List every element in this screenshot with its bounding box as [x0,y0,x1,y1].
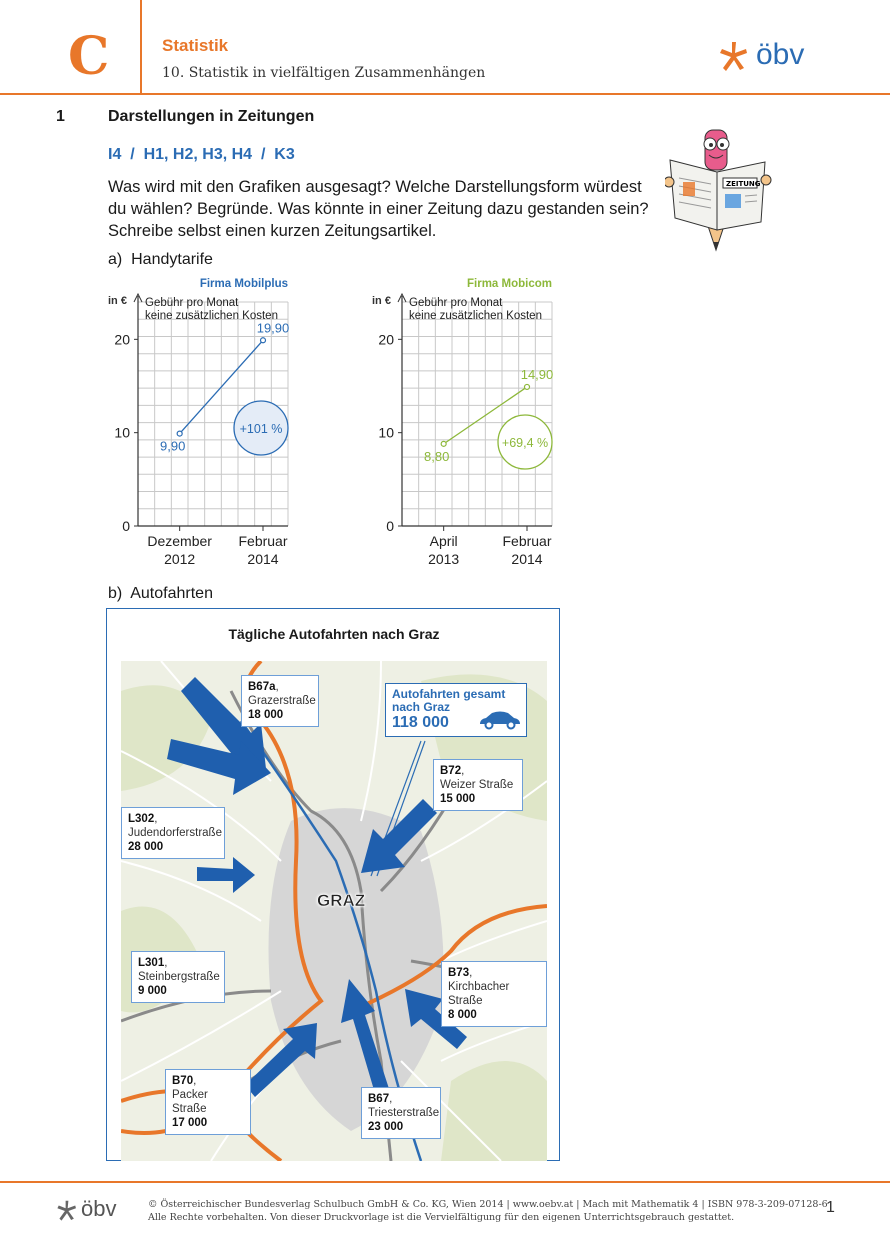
road-value: 9 000 [138,985,167,997]
part-b-label: b) Autofahrten [108,585,213,602]
header-logo-text: öbv [756,38,805,71]
road-code: L301 [138,957,165,969]
chart-caption: keine zusätzlichen Kosten [409,310,542,322]
y-axis-unit: in € [372,295,391,307]
header-rule [0,93,890,95]
chart-caption: Gebühr pro Monat [145,297,239,309]
header-logo [718,40,828,76]
footer-logo-text: öbv [81,1196,117,1221]
total-box [385,683,527,737]
header-divider [140,0,142,93]
exercise-text-line: du wählen? Begründe. Was könnte in einer Zeitung dazu gestanden sein? [108,200,649,218]
total-value: 118 000 [392,714,449,731]
label-b72: B72, Weizer Straße 15 000 [433,759,523,811]
data-label: 19,90 [256,320,290,336]
x-tick-label: 2013 [428,551,460,567]
chart-caption: Gebühr pro Monat [409,297,503,309]
x-tick-label: 2014 [511,551,543,567]
footer-rights: Alle Rechte vorbehalten. Von dieser Druckvorlage ist die Vervielfältigung für den eigenen Unterrichtsgebrauch gestattet. [148,1212,735,1223]
y-tick-label: 10 [378,424,394,441]
chart-caption: keine zusätzlichen Kosten [145,310,278,322]
road-value: 28 000 [128,841,164,853]
x-tick-label: Februar [502,533,552,549]
y-tick-label: 0 [122,518,130,534]
competencies: I4 / H1, H2, H3, H4 / K3 [108,146,295,163]
footer-logo [56,1196,136,1225]
road-code: B67 [368,1093,390,1105]
exercise-title: Darstellungen in Zeitungen [108,108,315,125]
road-name: Kirchbacher Straße [448,981,510,1007]
road-name: Weizer Straße [440,779,514,791]
car-icon [478,710,522,730]
x-tick-label: 2012 [164,551,196,567]
road-name: Steinbergstraße [138,971,220,983]
illustration-label: ZEITUNG [726,180,761,188]
part-a-label: a) Handytarife [108,251,213,268]
label-b67a: B67a, Grazerstraße 18 000 [241,675,319,727]
chart-mobilplus [100,272,330,572]
road-value: 17 000 [172,1117,208,1129]
x-tick-label: Dezember [147,533,212,549]
road-code: L302 [128,813,155,825]
city-label: GRAZ [317,891,366,910]
road-value: 18 000 [248,709,284,721]
road-name: Grazerstraße [248,695,316,707]
label-l301: L301, Steinbergstraße 9 000 [131,951,225,1003]
data-point [525,384,530,389]
x-tick-label: Februar [238,533,288,549]
total-title-1: Autofahrten gesamt [392,687,506,701]
x-tick-label: 2014 [247,551,279,567]
y-tick-label: 0 [386,518,394,534]
road-value: 23 000 [368,1121,404,1133]
oebv-star-icon [718,40,750,74]
label-b73: B73, Kirchbacher Straße 8 000 [441,961,547,1027]
exercise-text-line: Was wird mit den Grafiken ausgesagt? Welche Darstellungsform würdest [108,178,642,196]
road-code: B70 [172,1075,194,1087]
road-code: B72 [440,765,462,777]
road-value: 8 000 [448,1009,477,1021]
data-point [441,441,446,446]
label-l302: L302, Judendorferstraße 28 000 [121,807,225,859]
y-axis-unit: in € [108,295,127,307]
x-tick-label: April [429,533,458,549]
footer-copyright: © Österreichischer Bundesverlag Schulbuch GmbH & Co. KG, Wien 2014 | www.oebv.at | Mach mit Mathematik 4 | ISBN 978-3-209-07128-6 [148,1199,828,1210]
y-tick-label: 20 [114,331,130,348]
chapter-title: Statistik [162,36,229,55]
data-label: 9,90 [160,438,186,454]
map-title: Tägliche Autofahrten nach Graz [228,626,440,642]
road-name: Judendorferstraße [128,827,222,839]
road-code: B67a [248,681,276,693]
road-code: B73 [448,967,470,979]
road-value: 15 000 [440,793,476,805]
change-label: +69,4 % [501,436,549,450]
traffic-map [106,608,560,1161]
chart-mobicom [364,272,594,572]
pencil-newspaper-illustration [665,122,775,252]
label-b70: B70, Packer Straße 17 000 [165,1069,251,1135]
chapter-subtitle: 10. Statistik in vielfältigen Zusammenhängen [162,65,486,81]
road-name: Triesterstraße [368,1107,440,1119]
page-number: 1 [826,1199,835,1216]
chapter-letter: C [68,26,110,87]
data-point [261,338,266,343]
y-tick-label: 10 [114,424,130,441]
change-label: +101 % [239,422,283,436]
exercise-number: 1 [56,108,65,125]
footer-rule [0,1181,890,1183]
y-tick-label: 20 [378,331,394,348]
data-label: 14,90 [520,366,554,382]
label-b67: B67, Triesterstraße 23 000 [361,1087,441,1139]
chart-title: Firma Mobicom [467,278,552,290]
road-name: Packer Straße [172,1089,208,1115]
data-point [177,431,182,436]
exercise-text-line: Schreibe selbst einen kurzen Zeitungsartikel. [108,222,437,240]
exercise-text [108,176,649,242]
chart-title: Firma Mobilplus [199,278,288,290]
data-label: 8,80 [424,448,450,464]
oebv-star-icon [56,1199,78,1223]
total-title-2: nach Graz [392,700,451,714]
